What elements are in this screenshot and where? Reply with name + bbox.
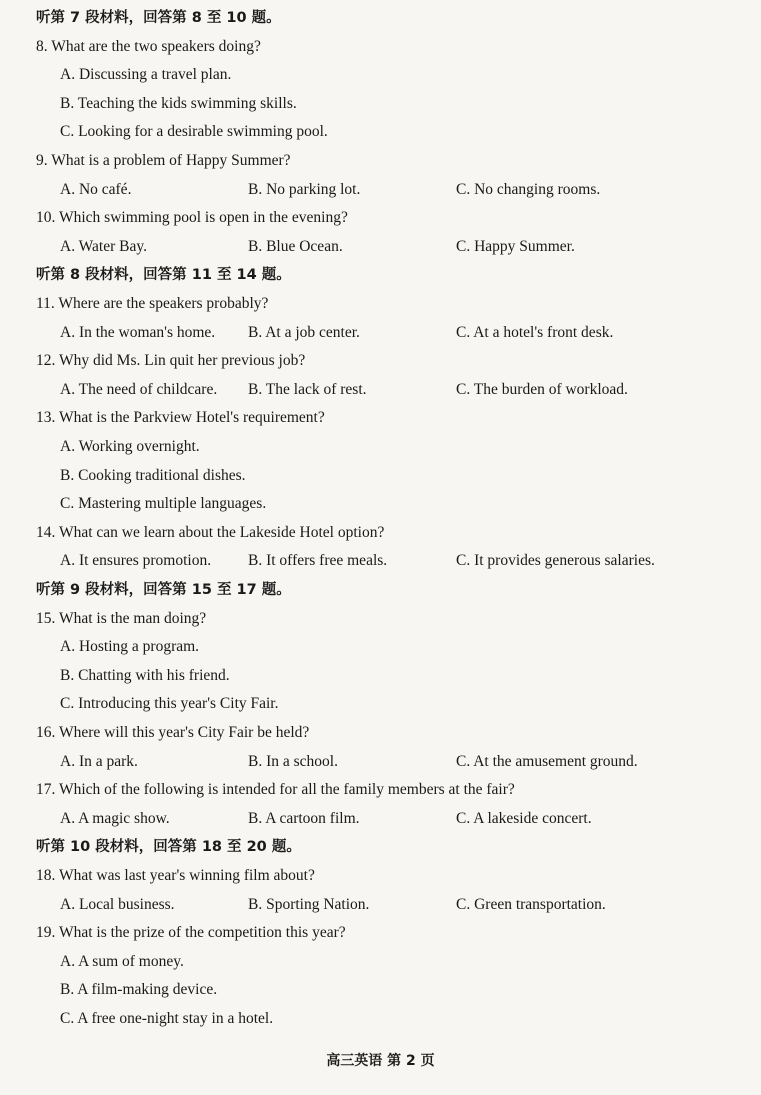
answer-option: B. The lack of rest. <box>248 380 367 398</box>
answer-option: B. Sporting Nation. <box>248 895 370 913</box>
answer-option: C. The burden of workload. <box>456 380 628 398</box>
section-header: 听第 10 段材料，回答第 18 至 20 题。 <box>36 839 301 856</box>
answer-option: B. Cooking traditional dishes. <box>60 466 246 484</box>
section-header: 听第 8 段材料，回答第 11 至 14 题。 <box>36 267 291 284</box>
answer-option: C. Mastering multiple languages. <box>60 495 267 513</box>
answer-option: C. At a hotel's front desk. <box>456 323 614 341</box>
answer-option: A. A magic show. <box>60 809 170 827</box>
question-stem: 13. What is the Parkview Hotel's requirement? <box>36 409 325 427</box>
answer-option: C. Green transportation. <box>456 895 606 913</box>
answer-option: B. Blue Ocean. <box>248 237 343 255</box>
answer-option: A. It ensures promotion. <box>60 552 212 570</box>
question-stem: 9. What is a problem of Happy Summer? <box>36 152 291 169</box>
question-stem: 8. What are the two speakers doing? <box>36 37 261 55</box>
answer-option: A. Working overnight. <box>60 438 200 455</box>
section-header: 听第 7 段材料，回答第 8 至 10 题。 <box>36 10 281 26</box>
answer-option: A. Local business. <box>60 895 175 913</box>
question-stem: 19. What is the prize of the competition this year? <box>36 924 346 942</box>
question-stem: 17. Which of the following is intended for all the family members at the fair? <box>36 781 515 799</box>
option-row <box>0 176 761 204</box>
answer-option: A. Water Bay. <box>60 237 147 255</box>
question-stem: 16. Where will this year's City Fair be held? <box>36 724 310 741</box>
answer-option: B. A cartoon film. <box>248 809 360 827</box>
option-row <box>0 319 761 347</box>
answer-option: C. No changing rooms. <box>456 180 601 198</box>
answer-option: A. The need of childcare. <box>60 380 218 398</box>
page-footer: 高三英语 第 2 页 <box>326 1053 435 1069</box>
question-stem: 12. Why did Ms. Lin quit her previous job? <box>36 352 306 370</box>
answer-option: A. No café. <box>60 180 132 198</box>
question-stem: 10. Which swimming pool is open in the evening? <box>36 209 348 227</box>
option-row <box>0 891 761 919</box>
question-stem: 14. What can we learn about the Lakeside Hotel option? <box>36 523 385 541</box>
answer-option: C. Looking for a desirable swimming pool. <box>60 123 328 141</box>
answer-option: B. No parking lot. <box>248 180 361 198</box>
answer-option: B. In a school. <box>248 752 338 770</box>
option-row <box>0 748 761 776</box>
option-row <box>0 376 761 404</box>
answer-option: C. Happy Summer. <box>456 237 575 255</box>
answer-option: C. It provides generous salaries. <box>456 552 655 570</box>
answer-option: A. A sum of money. <box>60 952 184 970</box>
answer-option: C. Introducing this year's City Fair. <box>60 695 279 713</box>
answer-option: C. A free one-night stay in a hotel. <box>60 1010 274 1027</box>
answer-option: B. A film-making device. <box>60 981 218 999</box>
question-stem: 15. What is the man doing? <box>36 609 207 627</box>
option-row <box>0 805 761 833</box>
answer-option: C. At the amusement ground. <box>456 752 638 770</box>
option-row <box>0 547 761 575</box>
answer-option: A. In the woman's home. <box>60 323 216 341</box>
answer-option: B. Teaching the kids swimming skills. <box>60 94 297 112</box>
answer-option: A. Hosting a program. <box>60 638 200 656</box>
answer-option: A. Discussing a travel plan. <box>60 66 232 84</box>
option-row <box>0 233 761 261</box>
answer-option: A. In a park. <box>60 752 138 770</box>
question-stem: 11. Where are the speakers probably? <box>36 295 269 312</box>
answer-option: C. A lakeside concert. <box>456 809 592 827</box>
answer-option: B. It offers free meals. <box>248 552 388 570</box>
answer-option: B. At a job center. <box>248 323 360 341</box>
question-stem: 18. What was last year's winning film about? <box>36 867 315 884</box>
section-header: 听第 9 段材料，回答第 15 至 17 题。 <box>36 582 291 598</box>
answer-option: B. Chatting with his friend. <box>60 666 230 684</box>
